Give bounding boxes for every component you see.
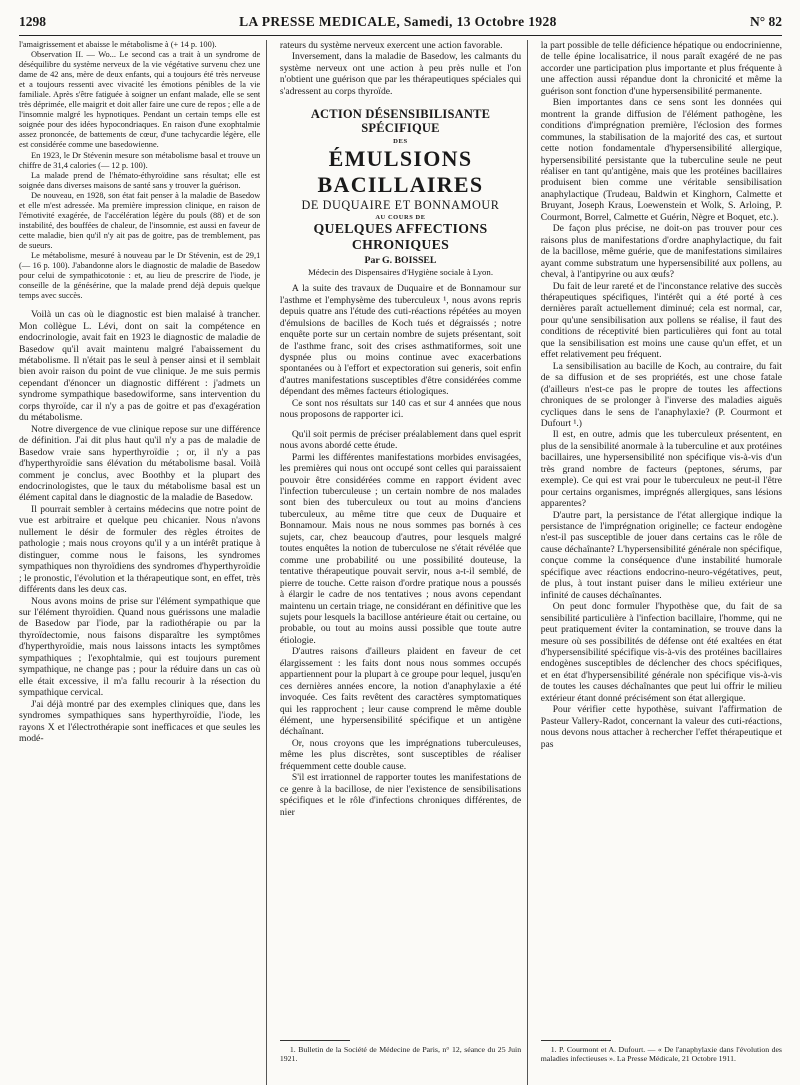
- issue-number: N° 82: [749, 14, 782, 29]
- columns: [19, 40, 782, 1085]
- paragraph: Qu'il soit permis de préciser préalablement dans quel esprit nous avons abordé cette étude.: [279, 428, 522, 452]
- paragraph: On peut donc formuler l'hypothèse que, du fait de sa sensibilité particulière à l'infection bacillaire, l'homme, qui ne peut pratiquement éviter la contamination, se trouve dans la mesure où ses possibilités de défense ont été exaltées en état d'hypersensibilité spécifique vis-à-vis des protéines bacillaires endogènes susceptibles de déclencher des chocs spécifiques, et en état d'hypersensibilité générale non spécifique vis-à-vis de toutes les causes déchaînantes que peut lui offrir le milieu extérieur étant donné précisément son état allergique.: [540, 601, 782, 704]
- column-divider: [527, 40, 541, 1085]
- article-title: ÉMULSIONS BACILLAIRES: [317, 146, 484, 198]
- paragraph: De façon plus précise, ne doit-on pas trouver pour ces raisons plus de manifestations d'ordre anaphylactique, du fait de la bacillose, même guérie, que de manifestations similaires ayant comme substratum une hypersensibilité aux pollens, au cheval, à l'antipyrine ou aux œufs?: [540, 223, 782, 281]
- paragraph: Parmi les différentes manifestations morbides envisagées, les premières qui nous ont occupé sont celles qui paraissaient pouvoir être considérées comme en rapport évident avec l'infection tuberculeuse ; un certain nombre de nos malades sont bien des tuberculeux ou tout au moins d'anciens tuberculeux, au même titre que ceux de Duquaire et Bonnamour. Mais nous ne nous sommes pas bornés à ces sujets, car, chez beaucoup d'autres, pour lesquels malgré toutes enquêtes la notion de tuberculose ne s'était révélée que comme une probabilité ou une possibilité douteuse, la tentative thérapeutique pouvait servir, nous a-t-il semblé, de pierre de touche. Cette raison d'ordre pratique nous a poussés à élargir le cadre de nos tentatives ; nous avons cependant maintenu un certain triage, ne considérant en définitive que les sujets pour lesquels la bacillose antérieure était ou certaine, ou probable, ou tout au moins aussi possible que toute autre étiologie.: [279, 451, 522, 646]
- article-affiliation: Médecin des Dispensaires d'Hygiène sociale à Lyon.: [307, 267, 494, 278]
- footnote-rule: [541, 1040, 611, 1041]
- footnote-block: [541, 1032, 782, 1063]
- paragraph: J'ai déjà montré par des exemples cliniques que, dans les syndromes sympathiques sans hyperthyroïdie, l'iode, les rayons X et l'électrothérapie sont inefficaces et que seules les modé-: [19, 698, 261, 744]
- article-authors-line: DE DUQUAIRE ET BONNAMOUR: [301, 198, 500, 213]
- paragraph: Bien importantes dans ce sens sont les données qui montrent la grande diffusion de l'élément pathogène, les conditions d'imprégnation première, l'éclosion des formes communes, la stabilisation de la majorité des cas, et surtout cette notion fondamentale d'hypersensibilité allergique, hypersensibilité persistante que la tuberculine seule ne peut réaliser en tant qu'antigène, mais que les protéines bacillaires produisent bien comme une véritable sensibilisation anaphylactique (Trudeau, Baldwin et Kinghorn, Calmette et Bruyant, Joseph Kraus, Loewenstein et Wolk, S. Arloing, P. Courmont, Borrel, Calmette et Guérin, Nègre et Boquet, etc.).: [540, 97, 782, 223]
- paragraph: S'il est irrationnel de rapporter toutes les manifestations de ce genre à la bacillose, de nier l'existence de sensibilisations spécifiques et le rôle d'infections chroniques différentes, de nier: [279, 772, 522, 818]
- column-3: [541, 40, 782, 1085]
- paragraph: Nous avons moins de prise sur l'élément sympathique que sur l'élément thyroïdien. Quand nous guérissons une maladie de Basedow par l'iode, par la radiothérapie ou par la thyroïdectomie, nous faisons disparaître les symptômes d'hyperthyroïdie, mais nous laissons intacts les symptômes sympathiques ; l'exophtalmie, qui est toujours purement sympathique, ne change pas ; pour la réduire dans un cas où elle était excessive, il m'a fallu recourir à la résection du sympathique cervical.: [19, 595, 261, 699]
- header-rule: [19, 35, 782, 36]
- paragraph: Inversement, dans la maladie de Basedow, les calmants du système nerveux ont une action à peu près nulle et l'on n'obtient une guérison que par les thérapeutiques spéciales qui s'adressent au corps thyroïde.: [279, 51, 522, 97]
- article-kicker: ACTION DÉSENSIBILISANTE SPÉCIFIQUE: [310, 107, 491, 136]
- paragraph: Pour vérifier cette hypothèse, suivant l'affirmation de Pasteur Vallery-Radot, concernant la valeur des cuti-réactions, nous devons nous attacher à rechercher l'effet thérapeutique et pas: [540, 704, 782, 750]
- footnote-block: [280, 1032, 521, 1063]
- paragraph: La sensibilisation au bacille de Koch, au contraire, du fait de sa diffusion et de ses propriétés, est une chose fatale (d'ailleurs n'est-ce pas le propre de toutes les affections chroniques de se prolonger à l'inverse des maladies aiguës cycliques dans le sens de l'anaphylaxie? (P. Courmont et Dufourt ¹.): [540, 360, 782, 429]
- page-number: 1298: [19, 14, 46, 29]
- paragraph: La malade prend de l'hémato-éthyroïdine sans résultat; elle est soignée dans diverses maisons de santé sans y trouver la guérison.: [19, 170, 261, 190]
- paragraph: Le métabolisme, mesuré à nouveau par le Dr Stévenin, est de 29,1 (— 16 p. 100). J'abandonne alors le diagnostic de maladie de Basedow pour celui de sympathicotonie : et, au lieu de prescrire de l'iode, je conseille de la génésérine, que la malade prend déjà depuis quelque temps avec succès.: [19, 250, 261, 301]
- column-1: [19, 40, 260, 1085]
- paragraph: D'autres raisons d'ailleurs plaident en faveur de cet élargissement : les faits dont nous nous sommes occupés appartiennent pour la plupart à ce groupe pour lequel, jusqu'en ces dernières années encore, la notion d'anaphylaxie a été invoquée. Ces faits revêtent des caractères symptomatiques qui les rapprochent ; leur cause comprend le même double élément, une hypersensibilité spécifique et un antigène déchaînant.: [279, 646, 522, 738]
- paragraph: Observation II. — Wo... Le second cas a trait à un syndrome de déséquilibre du système nerveux de la vie végétative survenu chez une dame de 42 ans, mère de deux enfants, qui a toujours été très nerveuse et a toujours ressenti avec vivacité les émotions pénibles de la vie familiale. Après s'être fatiguée à soigner un enfant malade, elle se sent très déprimée, elle maigrit et doit aller faire une cure de repos ; elle a de l'insomnie malgré les hypnotiques. Pendant un certain temps elle est soignée pour des idées hypocondriaques. En raison d'une exophtalmie assez prononcée, de battements de cœur, d'une tachycardie légère, elle est considérée comme une basedowienne.: [19, 50, 261, 150]
- paragraph: Il pourrait sembler à certains médecins que notre point de vue est arbitraire et quelque peu chicanier. Nous n'avons nullement le désir de formuler des règles étroites de pathologie ; mais nous croyons qu'il y a un intérêt pratique à distinguer, comme nous le faisons, les syndromes sympathiques non thyroïdiens des syndromes d'hyperthyroïdie ; le pronostic, l'évolution et la thérapeutique sont, en effet, très différents dans les deux cas.: [19, 503, 261, 596]
- paragraph: Voilà un cas où le diagnostic est bien malaisé à trancher. Mon collègue L. Lévi, dont on sait la compétence en endocrinologie, avait fait en 1923 le diagnostic de maladie de Basedow qu'il avait maintenu malgré l'abaissement du métabolisme. Il n'était pas le seul à penser ainsi et il semblait bien avoir raison du point de vue clinique. Je me suis permis cependant d'énoncer un diagnostic différent : j'admets un syndrome sympathique basedowiforme, sans intervention du corps thyroïde, car il n'y a pas de goitre et pas d'exagération du métabolisme.: [19, 309, 261, 424]
- paragraph: Or, nous croyons que les imprégnations tuberculeuses, même les plus discrètes, sont susceptibles de réaliser fréquemment cette double cause.: [279, 737, 522, 772]
- article-subject: QUELQUES AFFECTIONS CHRONIQUES: [313, 221, 488, 253]
- footnote: 1. P. Courmont et A. Dufourt. — « De l'anaphylaxie dans l'évolution des maladies infectieuses ». La Presse Médicale, 21 Octobre 1911.: [540, 1044, 782, 1063]
- paragraph: la part possible de telle déficience hépatique ou endocrinienne, de telle épine localisatrice, il nous paraît exagéré de ne pas accorder une participation plus importante et plus fréquente à une affection aussi répandue dont la chronicité et même la guérison sont fonction d'une hypersensibilité permanente.: [540, 40, 782, 97]
- paragraph: A la suite des travaux de Duquaire et de Bonnamour sur l'asthme et l'emphysème des tuberculeux ¹, nous avons repris depuis quatre ans l'étude des cuti-réactions répétées au moyen d'émulsions de bacilles de Koch tués et dégraissés ; notre enquête porte sur un certain nombre de sujets présentant, soit de l'asthme franc, soit des crises asthmatiformes, soit une dyspnée plus ou moins continue avec exacerbations spontanées ou à l'effort et expectoration sui generis, soit enfin d'autres manifestations susceptibles d'être considérées comme dépendant des mêmes facteurs étiologiques.: [279, 283, 522, 398]
- column-divider: [266, 40, 280, 1085]
- article-heading: [280, 107, 521, 277]
- footnote-rule: [280, 1040, 350, 1041]
- paragraph: En 1923, le Dr Stévenin mesure son métabolisme basal et trouve un chiffre de 31,4 calories (— 12 p. 100).: [19, 150, 261, 170]
- footnote: 1. Bulletin de la Société de Médecine de Paris, n° 12, séance du 25 Juin 1921.: [279, 1044, 522, 1063]
- paragraph: Ce sont nos résultats sur 140 cas et sur 4 années que nous nous proposons de rapporter ici.: [279, 397, 522, 421]
- paragraph: rateurs du système nerveux exercent une action favorable.: [279, 40, 503, 51]
- article-des: DES: [393, 138, 408, 146]
- journal-title-date: LA PRESSE MEDICALE, Samedi, 13 Octobre 1928: [239, 14, 557, 29]
- article-byline: Par G. BOISSEL: [364, 255, 437, 267]
- observation-block: [19, 40, 260, 301]
- column-2: [280, 40, 521, 1085]
- paragraph: l'amaigrissement et abaisse le métabolisme à (+ 14 p. 100).: [19, 40, 217, 49]
- paragraph: Notre divergence de vue clinique repose sur une différence de définition. J'ai dit plus haut qu'il n'y a pas de maladie de Basedow vraie sans hyperthyroïdie ; or, il n'y a pas d'hyperthyroïdie sans élévation du métabolisme basal. Voilà comment je conclus, avec Boothby et la plupart des endocrinologistes, que le taux du métabolisme basal est un élément capital dans le diagnostic de la maladie de Basedow.: [19, 423, 261, 504]
- paragraph: Du fait de leur rareté et de l'inconstance relative des succès thérapeutiques spécifiques, l'intérêt qui a été porté à ces dernières paraît actuellement diminué; cela est normal, car, pour qu'une sensibilisation aux pollens se réalise, il faut des conditions de réceptivité bien particulières qui font au total que la sensibilisation est moins une cause qu'un effet, et un effet relativement peu fréquent.: [540, 280, 782, 361]
- article-au-cours: AU COURS DE: [375, 214, 426, 222]
- page-header: [19, 14, 782, 32]
- paragraph: D'autre part, la persistance de l'état allergique indique la persistance de l'imprégnation originelle; ce facteur endogène n'est-il pas susceptible de jouer dans certains cas le rôle de cause déchaînante? L'hypersensibilité générale non spécifique, conçue comme la conséquence d'une instabilité humorale spécifique avec réactions endocrino-neuro-végétatives, peut, de plus, à tout instant puiser dans le milieu extérieur une infinité de causes déchaînantes.: [540, 509, 782, 601]
- paragraph: De nouveau, en 1928, son état fait penser à la maladie de Basedow et elle m'est adressée. Ma première impression clinique, en raison de l'émotivité exagérée, de l'accélération légère du pouls (88) et de son instabilité, des bouffées de chaleur, de l'insomnie, est aussi en faveur de cette maladie, bien qu'il n'y ait pas de goitre, pas de tremblement, pas de sueurs.: [19, 190, 261, 250]
- paragraph: Il est, en outre, admis que les tuberculeux présentent, en plus de la sensibilité anormale à la tuberculine et aux protéines bacillaires, une hypersensibilité non spécifique vis-à-vis d'un très grand nombre de facteurs (peptones, sérums, par exemple). Ce qui est vrai pour le tuberculeux ne peut-il l'être pour certains organismes, imprégnés allergiques, sans lésions apparentes?: [540, 429, 782, 510]
